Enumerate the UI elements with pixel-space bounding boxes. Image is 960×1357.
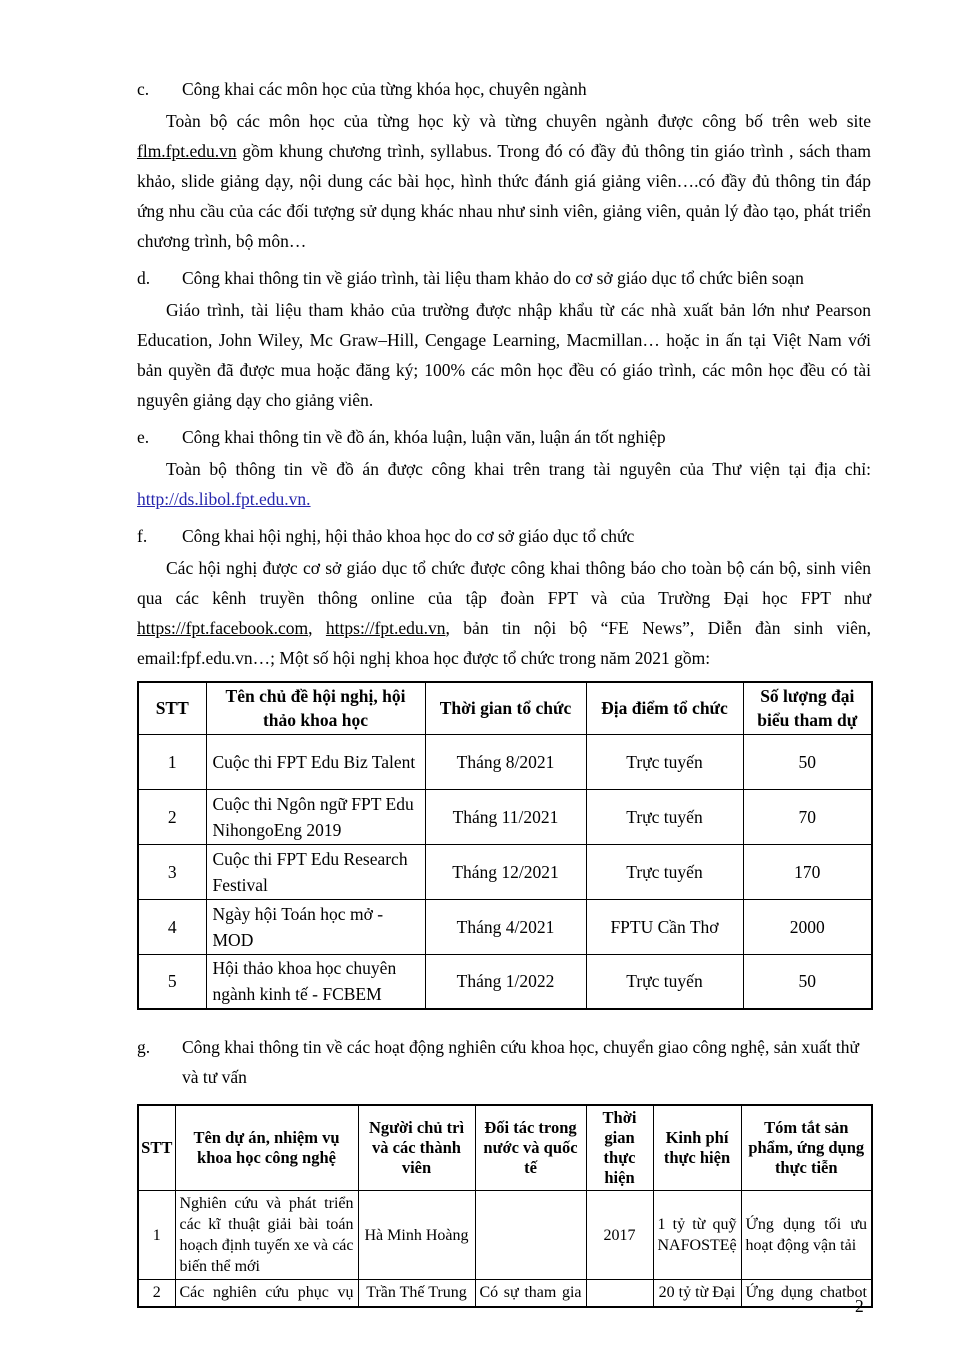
col-header-duration: Thời gian thực hiện [586,1105,653,1191]
table-cell: Tháng 8/2021 [425,734,586,789]
link-fpt-edu-vn[interactable]: https://fpt.edu.vn [325,618,446,638]
section-f-heading-text: Công khai hội nghị, hội thảo khoa học do cơ sở giáo dục tổ chức [182,526,635,546]
table-row [138,899,872,954]
section-d-paragraph [137,295,871,415]
page-content [137,74,871,1308]
table-row [138,954,872,1009]
col-header-summary: Tóm tắt sản phẩm, ứng dụng thực tiễn [741,1105,872,1191]
table-cell: 20 tỷ từ Đại [653,1280,741,1307]
table-cell: Tháng 11/2021 [425,789,586,844]
table-cell: Tháng 4/2021 [425,899,586,954]
table-cell: Tháng 1/2022 [425,954,586,1009]
table-cell: 50 [743,734,872,789]
section-c-heading [137,74,871,104]
col-header-attendees: Số lượng đại biểu tham dự [743,682,872,734]
table-cell: 70 [743,789,872,844]
col-header-topic: Tên chủ đề hội nghị, hội thảo khoa học [206,682,425,734]
paragraph-text: Các hội nghị được cơ sở giáo dục tổ chức được công khai thông báo cho toàn bộ cán bộ, sinh viên qua các kênh truyền thông online của tập đoàn FPT và của Trường Đại học FPT như [137,558,871,608]
section-g-heading [137,1032,871,1092]
paragraph-text: , [308,618,326,638]
table-cell: Có sự tham gia [475,1280,586,1307]
table-row [138,1191,872,1280]
paragraph-text: Giáo trình, tài liệu tham khảo của trường được nhập khẩu từ các nhà xuất bản lớn như Pearson Education, John Wiley, Mc Graw–Hill, Cengage Learning, Macmillan… hoặc in ấn tại Việt Nam với bản quyền đã được mua hoặc đăng ký; 100% các môn học đều có giáo trình, các môn học đều có tài nguyên giảng dạy cho giảng viên. [137,300,871,410]
table-cell: 2 [138,1280,175,1307]
table-row [138,734,872,789]
col-header-place: Địa điểm tổ chức [586,682,743,734]
link-ds-libol-fpt-edu-vn[interactable]: http://ds.libol.fpt.edu.vn. [137,489,311,509]
col-header-lead: Người chủ trì và các thành viên [358,1105,475,1191]
col-header-partner: Đối tác trong nước và quốc tế [475,1105,586,1191]
table-row [138,789,872,844]
table-cell: Trực tuyến [586,789,743,844]
table-row-clipped [138,1280,872,1307]
section-g-heading-text: Công khai thông tin về các hoạt động nghiên cứu khoa học, chuyển giao công nghệ, sản xuất thử và tư vấn [182,1037,860,1087]
section-c-label: c. [137,79,150,99]
conference-table [137,681,873,1010]
link-fpt-facebook[interactable]: https://fpt.facebook.com [137,618,309,638]
table-cell: Trần Thế Trung [358,1280,475,1307]
section-c-paragraph [137,106,871,256]
table-cell: 2000 [743,899,872,954]
table-cell: Trực tuyến [586,954,743,1009]
section-e-heading [137,422,871,452]
table-cell [586,1280,653,1307]
col-header-stt: STT [138,682,206,734]
col-header-funding: Kinh phí thực hiện [653,1105,741,1191]
table-cell: Ứng dụng tối ưu hoạt động vận tải [741,1191,872,1280]
table-cell: Cuộc thi FPT Edu Biz Talent [206,734,425,789]
table-cell: Cuộc thi FPT Edu Research Festival [206,844,425,899]
table-cell: FPTU Cần Thơ [586,899,743,954]
table-cell: Ngày hội Toán học mở - MOD [206,899,425,954]
paragraph-text: , bản tin nội bộ “FE News”, Diễn đàn sinh viên, email:fpf.edu.vn…; Một số hội nghị khoa học được tổ chức trong năm 2021 gồm: [137,618,871,668]
table-cell: Hội thảo khoa học chuyên ngành kinh tế - FCBEM [206,954,425,1009]
page-number: 2 [855,1296,864,1316]
section-d-label: d. [137,268,151,288]
paragraph-text: Toàn bộ các môn học của từng học kỳ và từng chuyên ngành được công bố trên web site [166,111,871,131]
section-f-label: f. [137,526,148,546]
table-cell: 1 tỷ từ quỹ NAFOSTEệ [653,1191,741,1280]
section-f-heading [137,521,871,551]
table-row [138,844,872,899]
table-cell: 4 [138,899,206,954]
section-e-paragraph [137,454,871,514]
table-cell: 2017 [586,1191,653,1280]
col-header-project: Tên dự án, nhiệm vụ khoa học công nghệ [175,1105,358,1191]
table-cell: 1 [138,734,206,789]
research-projects-table [137,1104,873,1308]
table-cell: Cuộc thi Ngôn ngữ FPT Edu NihongoEng 2019 [206,789,425,844]
section-d-heading-text: Công khai thông tin về giáo trình, tài liệu tham khảo do cơ sở giáo dục tổ chức biên soạn [182,268,804,288]
table-cell: 1 [138,1191,175,1280]
table-cell: 170 [743,844,872,899]
table-cell [475,1191,586,1280]
table-cell: Các nghiên cứu phục vụ [175,1280,358,1307]
section-e-heading-text: Công khai thông tin về đồ án, khóa luận, luận văn, luận án tốt nghiệp [182,427,666,447]
section-c-heading-text: Công khai các môn học của từng khóa học, chuyên ngành [182,79,587,99]
paragraph-text: Toàn bộ thông tin về đồ án được công khai trên trang tài nguyên của Thư viện tại địa chỉ: [166,459,871,479]
table-header-row [138,682,872,734]
paragraph-text: gồm khung chương trình, syllabus. Trong đó có đầy đủ thông tin giáo trình , sách tham khảo, slide giảng dạy, nội dung các bài học, hình thức đánh giá giảng viên….có đầy đủ thông tin đáp ứng nhu cầu của các đối tượng sử dụng khác nhau như sinh viên, giảng viên, quản lý đào tạo, phát triển chương trình, bộ môn… [137,141,871,251]
table-cell: 5 [138,954,206,1009]
table-cell: 50 [743,954,872,1009]
table-cell: 2 [138,789,206,844]
table-cell: Tháng 12/2021 [425,844,586,899]
table-cell: Nghiên cứu và phát triển các kĩ thuật giải bài toán hoạch định tuyến xe và các biến thể mới [175,1191,358,1280]
col-header-time: Thời gian tổ chức [425,682,586,734]
table-header-row [138,1105,872,1191]
link-flm-fpt-edu-vn[interactable]: flm.fpt.edu.vn [137,141,237,161]
table-cell: 3 [138,844,206,899]
section-g-label: g. [137,1037,151,1057]
section-e-label: e. [137,427,150,447]
section-d-heading [137,263,871,293]
table-cell: Hà Minh Hoàng [358,1191,475,1280]
table-cell: Trực tuyến [586,844,743,899]
table-cell: Ứng dụng chatbot [741,1280,872,1307]
col-header-stt: STT [138,1105,175,1191]
table-cell: Trực tuyến [586,734,743,789]
section-f-paragraph [137,553,871,673]
